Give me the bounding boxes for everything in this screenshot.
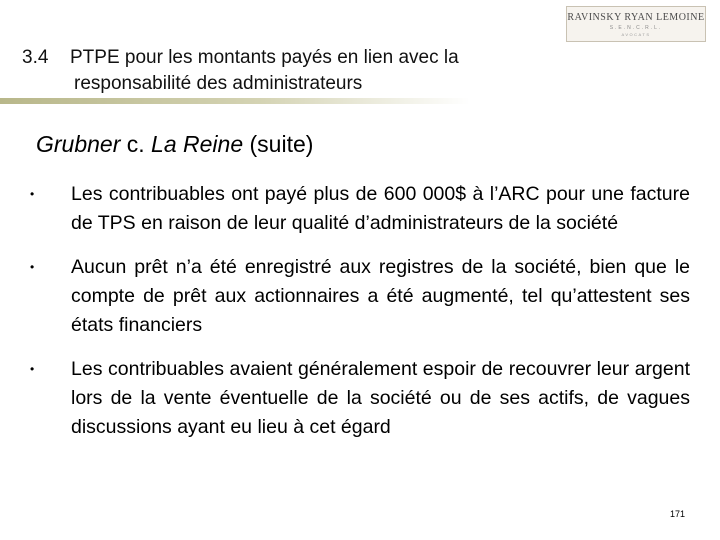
section-number: 3.4	[22, 47, 49, 68]
logo-firm-tagline: AVOCATS	[621, 32, 651, 37]
bullet-dot-icon: •	[30, 187, 35, 201]
bullet-text: Les contribuables avaient généralement espoir de recouvrer leur argent lors de la vente éventuelle de la société ou de ses actifs, de vagues discussions ayant eu lieu à cet égard	[71, 358, 690, 438]
section-title-line2: responsabilité des administrateurs	[74, 73, 363, 94]
case-name-part1: Grubner	[36, 131, 121, 157]
logo-firm-name: RAVINSKY RYAN LEMOINE	[567, 12, 705, 23]
bullet-item	[30, 355, 690, 442]
firm-logo	[566, 6, 706, 42]
bullet-dot-icon: •	[30, 362, 35, 376]
slide-header	[22, 45, 622, 97]
bullet-dot-icon: •	[30, 260, 35, 274]
bullet-text: Les contribuables ont payé plus de 600 000$ à l’ARC pour une facture de TPS en raison de leur qualité d’administrateurs de la société	[71, 183, 690, 234]
slide-subtitle	[36, 131, 313, 158]
subtitle-suffix: (suite)	[243, 131, 314, 157]
case-name-part2: La Reine	[151, 131, 244, 157]
page-number: 171	[670, 509, 686, 519]
bullet-text: Aucun prêt n’a été enregistré aux registres de la société, bien que le compte de prêt aux actionnaires a été augmenté, tel qu’attestent ses états financiers	[71, 256, 690, 336]
section-title-line1: PTPE pour les montants payés en lien avec la	[70, 47, 459, 68]
header-divider	[0, 98, 470, 104]
logo-firm-type: S.E.N.C.R.L.	[609, 25, 663, 31]
bullet-item	[30, 180, 690, 238]
case-connector: c.	[120, 131, 152, 157]
bullet-item	[30, 253, 690, 340]
bullet-list	[30, 180, 690, 457]
